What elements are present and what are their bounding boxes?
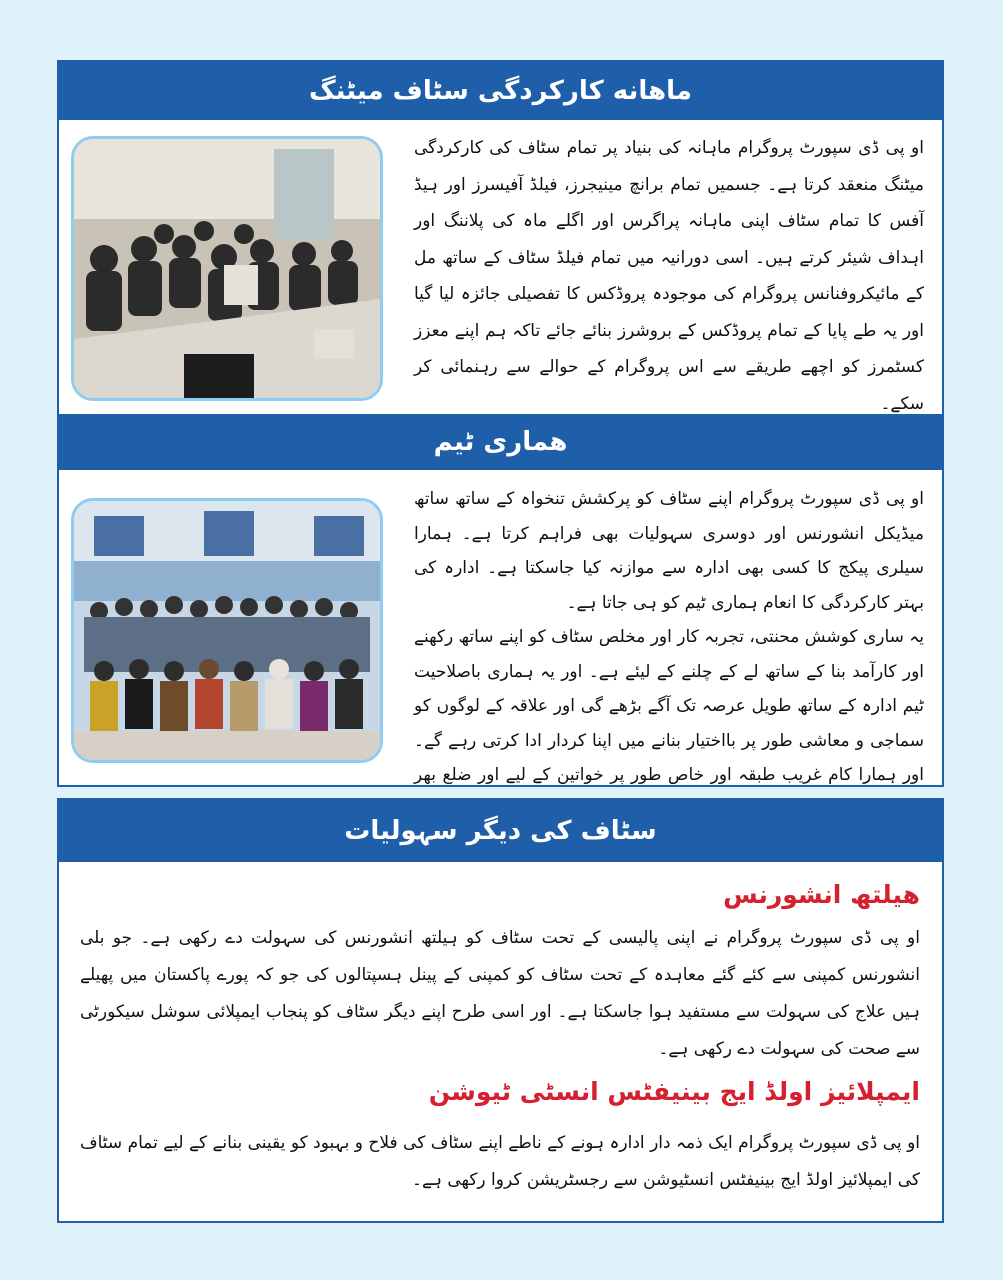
health-insurance-text: او پی ڈی سپورٹ پروگرام نے اپنی پالیسی کے تحت سٹاف کو ہیلتھ انشورنس کی سہولت دے رکھی ہے۔ جو بلی انشورنس کمپنی سے کئے گئے معاہدہ کے تحت سٹاف کو کمپنی کے پینل ہسپتالوں کی جو کہ پورے پاکستان میں پھیلے ہیں علاج کی سہولت سے مستفید ہوا جاسکتا ہے۔ اور اسی طرح اپنے دیگر سٹاف کو پنجاب ایمپلائی سوشل سیکورٹی سے صحت کی سہولت دے رکھی ہے۔ (80, 928, 920, 1059)
eobi-heading: ایمپلائیز اولڈ ایج بینیفٹس انسٹی ٹیوشن (428, 1077, 920, 1106)
our-team-paragraph-2: یہ ساری کوشش محنتی، تجربہ کار اور مخلص سٹاف کو اپنے ساتھ رکھنے اور کارآمد بنا کے ساتھ لے کے چلنے کے لیئے ہے۔ اور یہ ہماری باصلاحیت ٹیم ادارہ کے ساتھ طویل عرصہ تک آگے بڑھے گی اور علاقہ کے لوگوں کو سماجی و معاشی طور پر بااختیار بنانے میں اپنا کردار ادا کرتی رہے گے۔ اور ہمارا کام غریب طبقہ اور خاص طور پر خواتین کے لیے اور ضلع بھر (414, 627, 924, 785)
monthly-meeting-banner (59, 62, 942, 120)
our-team-paragraph-1: او پی ڈی سپورٹ پروگرام اپنے سٹاف کو پرکشش تنخواہ کے ساتھ ساتھ میڈیکل انشورنس اور دوسری سہولیات بھی فراہم کرتا ہے۔ ہمارا سیلری پیکج کا کسی بھی ادارہ سے موازنہ کیا جاسکتا ہے۔ ادارہ کی بہتر کارکردگی کا انعام ہماری ٹیم کو ہی جاتا ہے۔ (414, 489, 924, 613)
our-team-text (414, 482, 924, 827)
health-insurance-heading: هیلتھ انشورنس (723, 880, 920, 909)
our-team-banner (59, 414, 942, 470)
facilities-banner (59, 800, 942, 862)
eobi-text: او پی ڈی سپورٹ پروگرام ایک ذمہ دار ادارہ ہونے کے ناطے اپنے سٹاف کی فلاح و بہبود کو یقینی بنانے کے لیے تمام سٹاف کی ایمپلائیز اولڈ ایج بینیفٹس انسٹیوشن سے رجسٹریشن کروا رکھی ہے۔ (80, 1133, 920, 1190)
monthly-meeting-text: او پی ڈی سپورٹ پروگرام ماہانہ کی بنیاد پر تمام سٹاف کی کارکردگی میٹنگ منعقد کرتا ہے۔ جسمیں تمام برانچ مینیجرز، فیلڈ آفیسرز اور ہیڈ آفس کا تمام سٹاف اپنی ماہانہ پراگرس اور اگلے ماہ کی پلاننگ اور اہداف شیئر کرتے ہیں۔ اسی دورانیہ میں تمام فیلڈ سٹاف کے ساتھ مل کے مائیکروفنانس پروگرام کی موجودہ پروڈکس کا تفصیلی جائزہ لیا گیا اور یہ طے پایا کے تمام پروڈکس کے بروشرز بنائے جائے تاکہ ہم اپنے معزز کسٹمرز کو اچھے طریقے سے اس پروگرام کے حوالے سے رہنمائی کر سکے۔ (414, 138, 924, 414)
facilities-panel (57, 798, 944, 1223)
facilities-title: سٹاف کی دیگر سہولیات (344, 816, 657, 846)
our-team-title: هماری ٹیم (433, 427, 568, 457)
monthly-meeting-title: ماهانه کارکردگی سٹاف میٹنگ (309, 76, 692, 106)
team-photo (71, 498, 383, 763)
team-photo-image (74, 501, 380, 760)
meeting-photo (71, 136, 383, 401)
meeting-photo-image (74, 139, 380, 398)
top-panel (57, 60, 944, 787)
